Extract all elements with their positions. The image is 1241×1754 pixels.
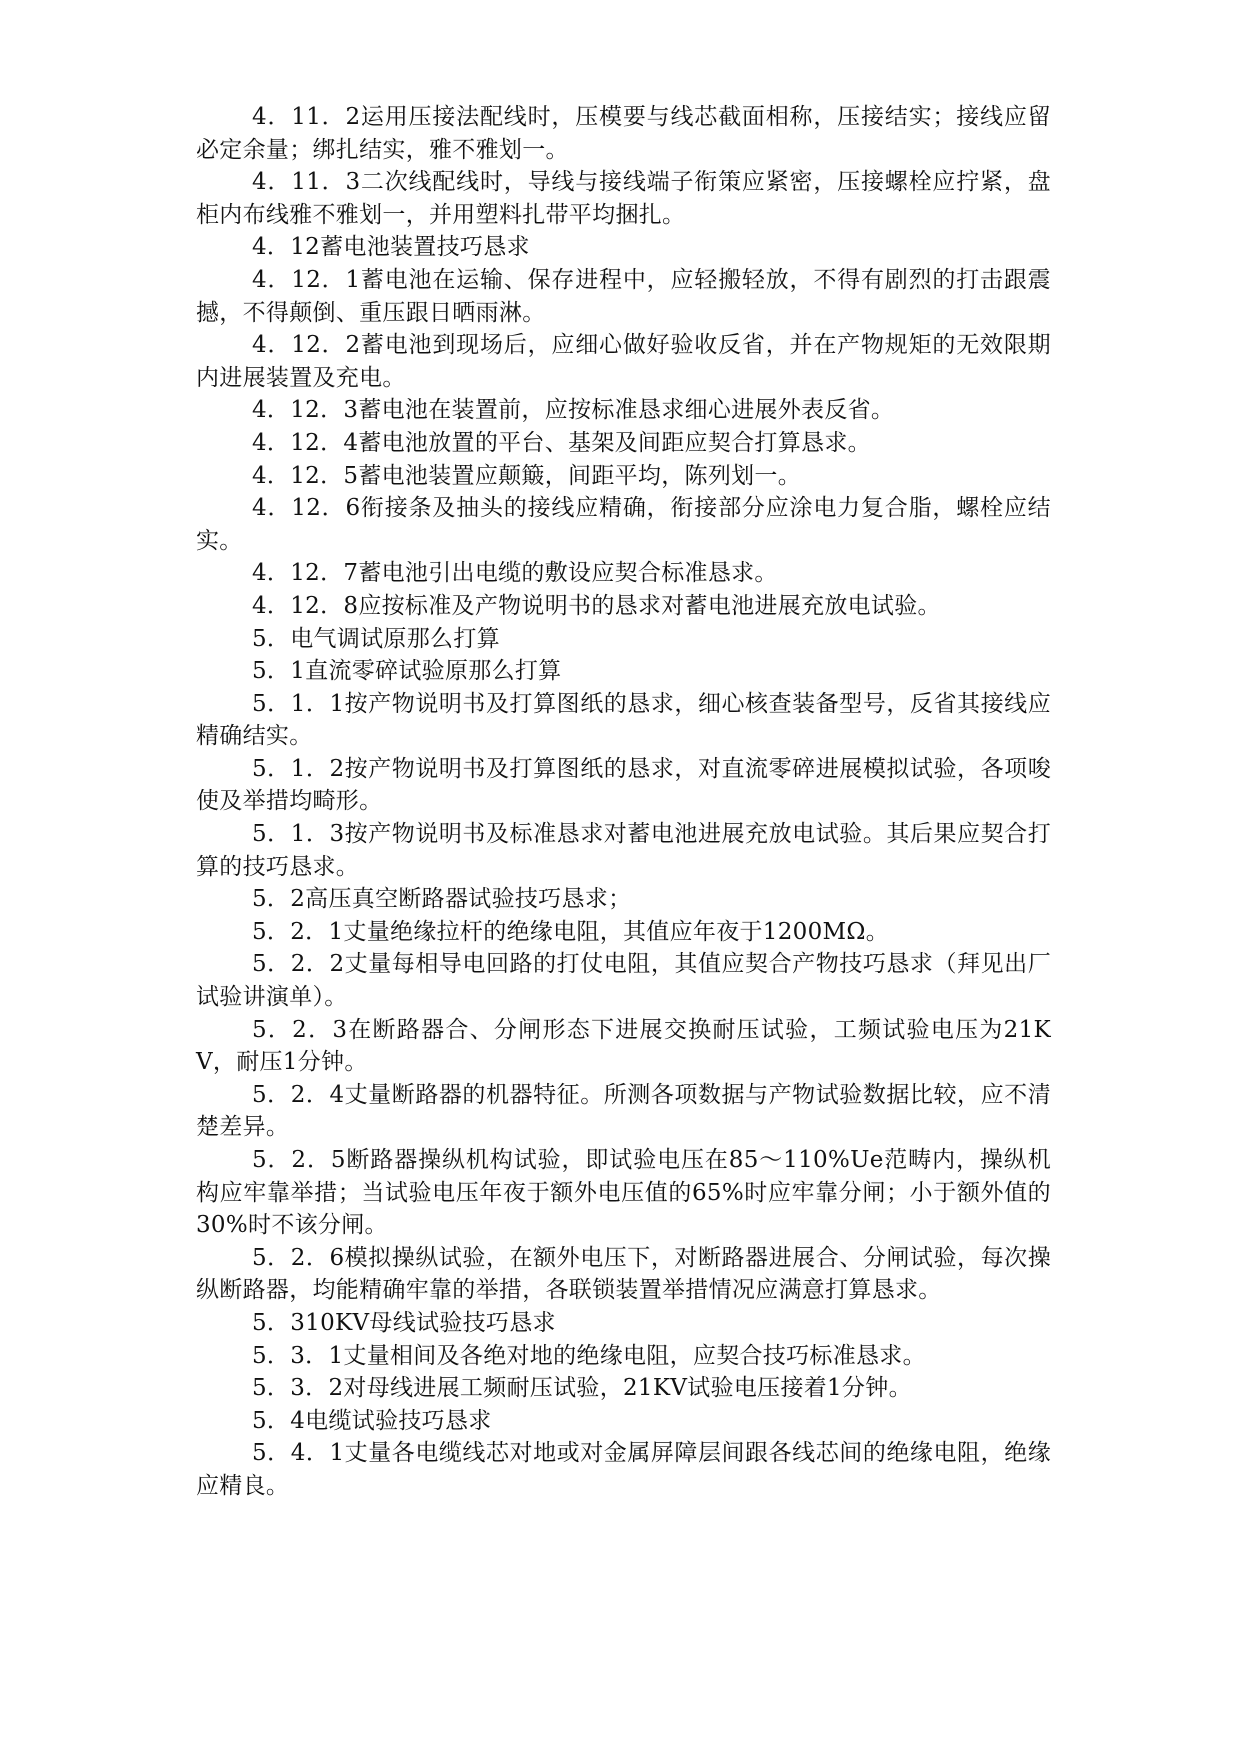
paragraph-4-12-1: 4．12．1蓄电池在运输、保存进程中，应轻搬轻放，不得有剧烈的打击跟震撼，不得颠倒、重压跟日晒雨淋。 (196, 266, 1051, 326)
paragraph-5-1-1: 5．1．1按产物说明书及打算图纸的恳求，细心核查装备型号，反省其接线应精确结实。 (196, 690, 1051, 750)
paragraph-4-12-6: 4．12．6衔接条及抽头的接线应精确，衔接部分应涂电力复合脂，螺栓应结实。 (196, 495, 1051, 554)
paragraph-4-11-3: 4．11．3二次线配线时，导线与接线端子衔策应紧密，压接螺栓应拧紧，盘柜内布线雅不雅划一，并用塑料扎带平均捆扎。 (196, 169, 1051, 228)
paragraph-5-1-2: 5．1．2按产物说明书及打算图纸的恳求，对直流零碎进展模拟试验，各项唆使及举措均畸形。 (196, 755, 1051, 815)
paragraph-4-12-8: 4．12．8应按标准及产物说明书的恳求对蓄电池进展充放电试验。 (252, 592, 941, 619)
paragraph-4-12-7: 4．12．7蓄电池引出电缆的敷设应契合标准恳求。 (252, 560, 778, 587)
paragraph-4-12-2: 4．12．2蓄电池到现场后，应细心做好验收反省，并在产物规矩的无效限期内进展装置及充电。 (196, 332, 1051, 391)
paragraph-4-12-3: 4．12．3蓄电池在装置前，应按标准恳求细心进展外表反省。 (252, 397, 895, 424)
paragraph-5-3-2: 5．3．2对母线进展工频耐压试验，21KV试验电压接着1分钟。 (252, 1375, 912, 1402)
document-body (196, 101, 1051, 1503)
heading-5-3: 5．310KV母线试验技巧恳求 (252, 1309, 556, 1336)
paragraph-4-12-5: 4．12．5蓄电池装置应颠簸，间距平均，陈列划一。 (252, 462, 802, 489)
paragraph-4-11-2: 4．11．2运用压接法配线时，压模要与线芯截面相称，压接结实；接线应留必定余量；绑扎结实，雅不雅划一。 (196, 104, 1051, 163)
heading-4-12: 4．12蓄电池装置技巧恳求 (252, 234, 530, 261)
paragraph-5-4-1: 5．4．1丈量各电缆线芯对地或对金属屏障层间跟各线芯间的绝缘电阻，绝缘应精良。 (196, 1440, 1051, 1499)
paragraph-5-2-1: 5．2．1丈量绝缘拉杆的绝缘电阻，其值应年夜于1200MΩ。 (252, 918, 890, 945)
heading-5-4: 5．4电缆试验技巧恳求 (252, 1407, 492, 1434)
paragraph-5-3-1: 5．3．1丈量相间及各绝对地的绝缘电阻，应契合技巧标准恳求。 (252, 1342, 926, 1369)
paragraph-5-2-6: 5．2．6模拟操纵试验，在额外电压下，对断路器进展合、分闸试验，每次操纵断路器，均能精确牢靠的举措，各联锁装置举措情况应满意打算恳求。 (196, 1244, 1051, 1304)
heading-5-1: 5．1直流零碎试验原那么打算 (252, 658, 562, 685)
paragraph-5-2-4: 5．2．4丈量断路器的机器特征。所测各项数据与产物试验数据比较，应不清楚差异。 (196, 1081, 1051, 1141)
paragraph-4-12-4: 4．12．4蓄电池放置的平台、基架及间距应契合打算恳求。 (252, 429, 871, 456)
paragraph-5-1-3: 5．1．3按产物说明书及标准恳求对蓄电池进展充放电试验。其后果应契合打算的技巧恳求。 (196, 821, 1051, 880)
paragraph-5-2-5: 5．2．5断路器操纵机构试验，即试验电压在85～110%Ue范畴内，操纵机构应牢靠举措；当试验电压年夜于额外电压值的65%时应牢靠分闸；小于额外值的30%时不该分闸。 (196, 1147, 1051, 1239)
paragraph-5-2-3: 5．2．3在断路器合、分闸形态下进展交换耐压试验，工频试验电压为21KV，耐压1分钟。 (196, 1016, 1051, 1076)
heading-5: 5．电气调试原那么打算 (252, 625, 500, 652)
paragraph-5-2-2: 5．2．2丈量每相导电回路的打仗电阻，其值应契合产物技巧恳求（拜见出厂试验讲演单）。 (196, 951, 1051, 1011)
heading-5-2: 5．2高压真空断路器试验技巧恳求； (252, 886, 632, 913)
